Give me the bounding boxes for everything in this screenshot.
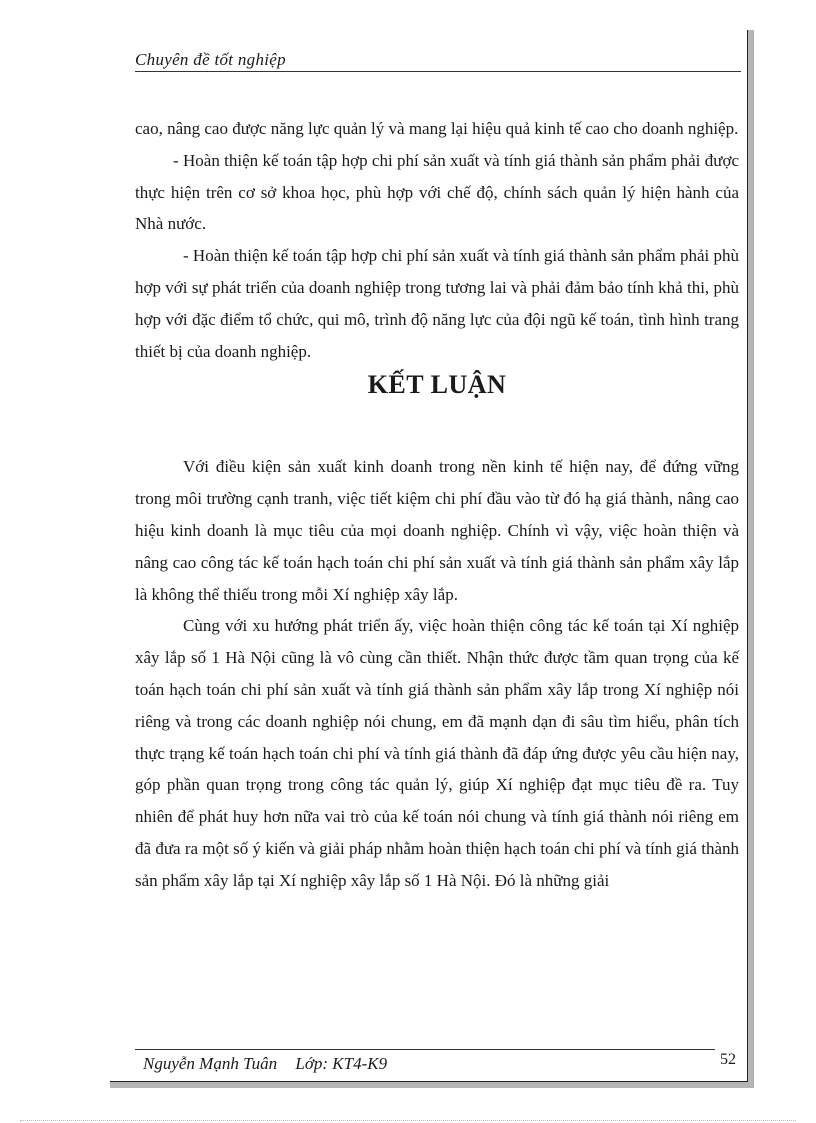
paragraph-conclusion-2: Cùng với xu hướng phát triển ấy, việc hoàn thiện công tác kế toán tại Xí nghiệp xây lắp số 1 Hà Nội cũng là vô cùng cần thiết. Nhận thức được tầm quan trọng của kế toán hạch toán chi phí sản xuất và tính giá thành sản phẩm xây lắp trong Xí nghiệp nói riêng và trong các doanh nghiệp nói chung, em đã mạnh dạn đi sâu tìm hiểu, phân tích thực trạng kế toán hạch toán chi phí và tính giá thành đã đáp ứng được yêu cầu hiện nay, góp phần quan trọng trong công tác quản lý, giúp Xí nghiệp đạt mục tiêu đề ra. Tuy nhiên để phát huy hơn nữa vai trò của kế toán nói chung và tính giá thành nói riêng em đã đưa ra một số ý kiến và giải pháp nhằm hoàn thiện hạch toán chi phí và tính giá thành sản phẩm xây lắp tại Xí nghiệp xây lắp số 1 Hà Nội. Đó là những giải — [135, 616, 739, 890]
running-header: Chuyên đề tốt nghiệp — [135, 50, 741, 72]
paragraph-principle-2: - Hoàn thiện kế toán tập hợp chi phí sản xuất và tính giá thành sản phẩm phải phù hợp với sự phát triển của doanh nghiệp trong tương lai và phải đảm bảo tính khả thi, phù hợp với đặc điểm tổ chức, qui mô, trình độ năng lực của đội ngũ kế toán, tình hình trang thiết bị của doanh nghiệp. — [135, 246, 739, 361]
section-title: KẾT LUẬN — [367, 370, 507, 400]
page-body — [135, 113, 739, 897]
running-footer — [135, 1049, 715, 1074]
page-number: 52 — [720, 1051, 736, 1068]
bottom-divider — [20, 1120, 796, 1121]
paragraph-principle-1: - Hoàn thiện kế toán tập hợp chi phí sản xuất và tính giá thành sản phẩm phải được thực hiện trên cơ sở khoa học, phù hợp với chế độ, chính sách quản lý hiện hành của Nhà nước. — [135, 150, 739, 234]
author-name: Nguyễn Mạnh Tuân — [143, 1054, 278, 1073]
paragraph-conclusion-1: Với điều kiện sản xuất kinh doanh trong nền kinh tế hiện nay, để đứng vững trong môi trường cạnh tranh, việc tiết kiệm chi phí đầu vào từ đó hạ giá thành, nâng cao hiệu kinh doanh là mục tiêu của mọi doanh nghiệp. Chính vì vậy, việc hoàn thiện và nâng cao công tác kế toán hạch toán chi phí sản xuất và tính giá thành sản phẩm xây lắp là không thể thiếu trong mỗi Xí nghiệp xây lắp. — [135, 457, 739, 604]
paragraph-continuation: cao, nâng cao được năng lực quản lý và mang lại hiệu quả kinh tế cao cho doanh nghiệp. — [135, 119, 739, 138]
class-label: Lớp: KT4-K9 — [295, 1054, 388, 1073]
